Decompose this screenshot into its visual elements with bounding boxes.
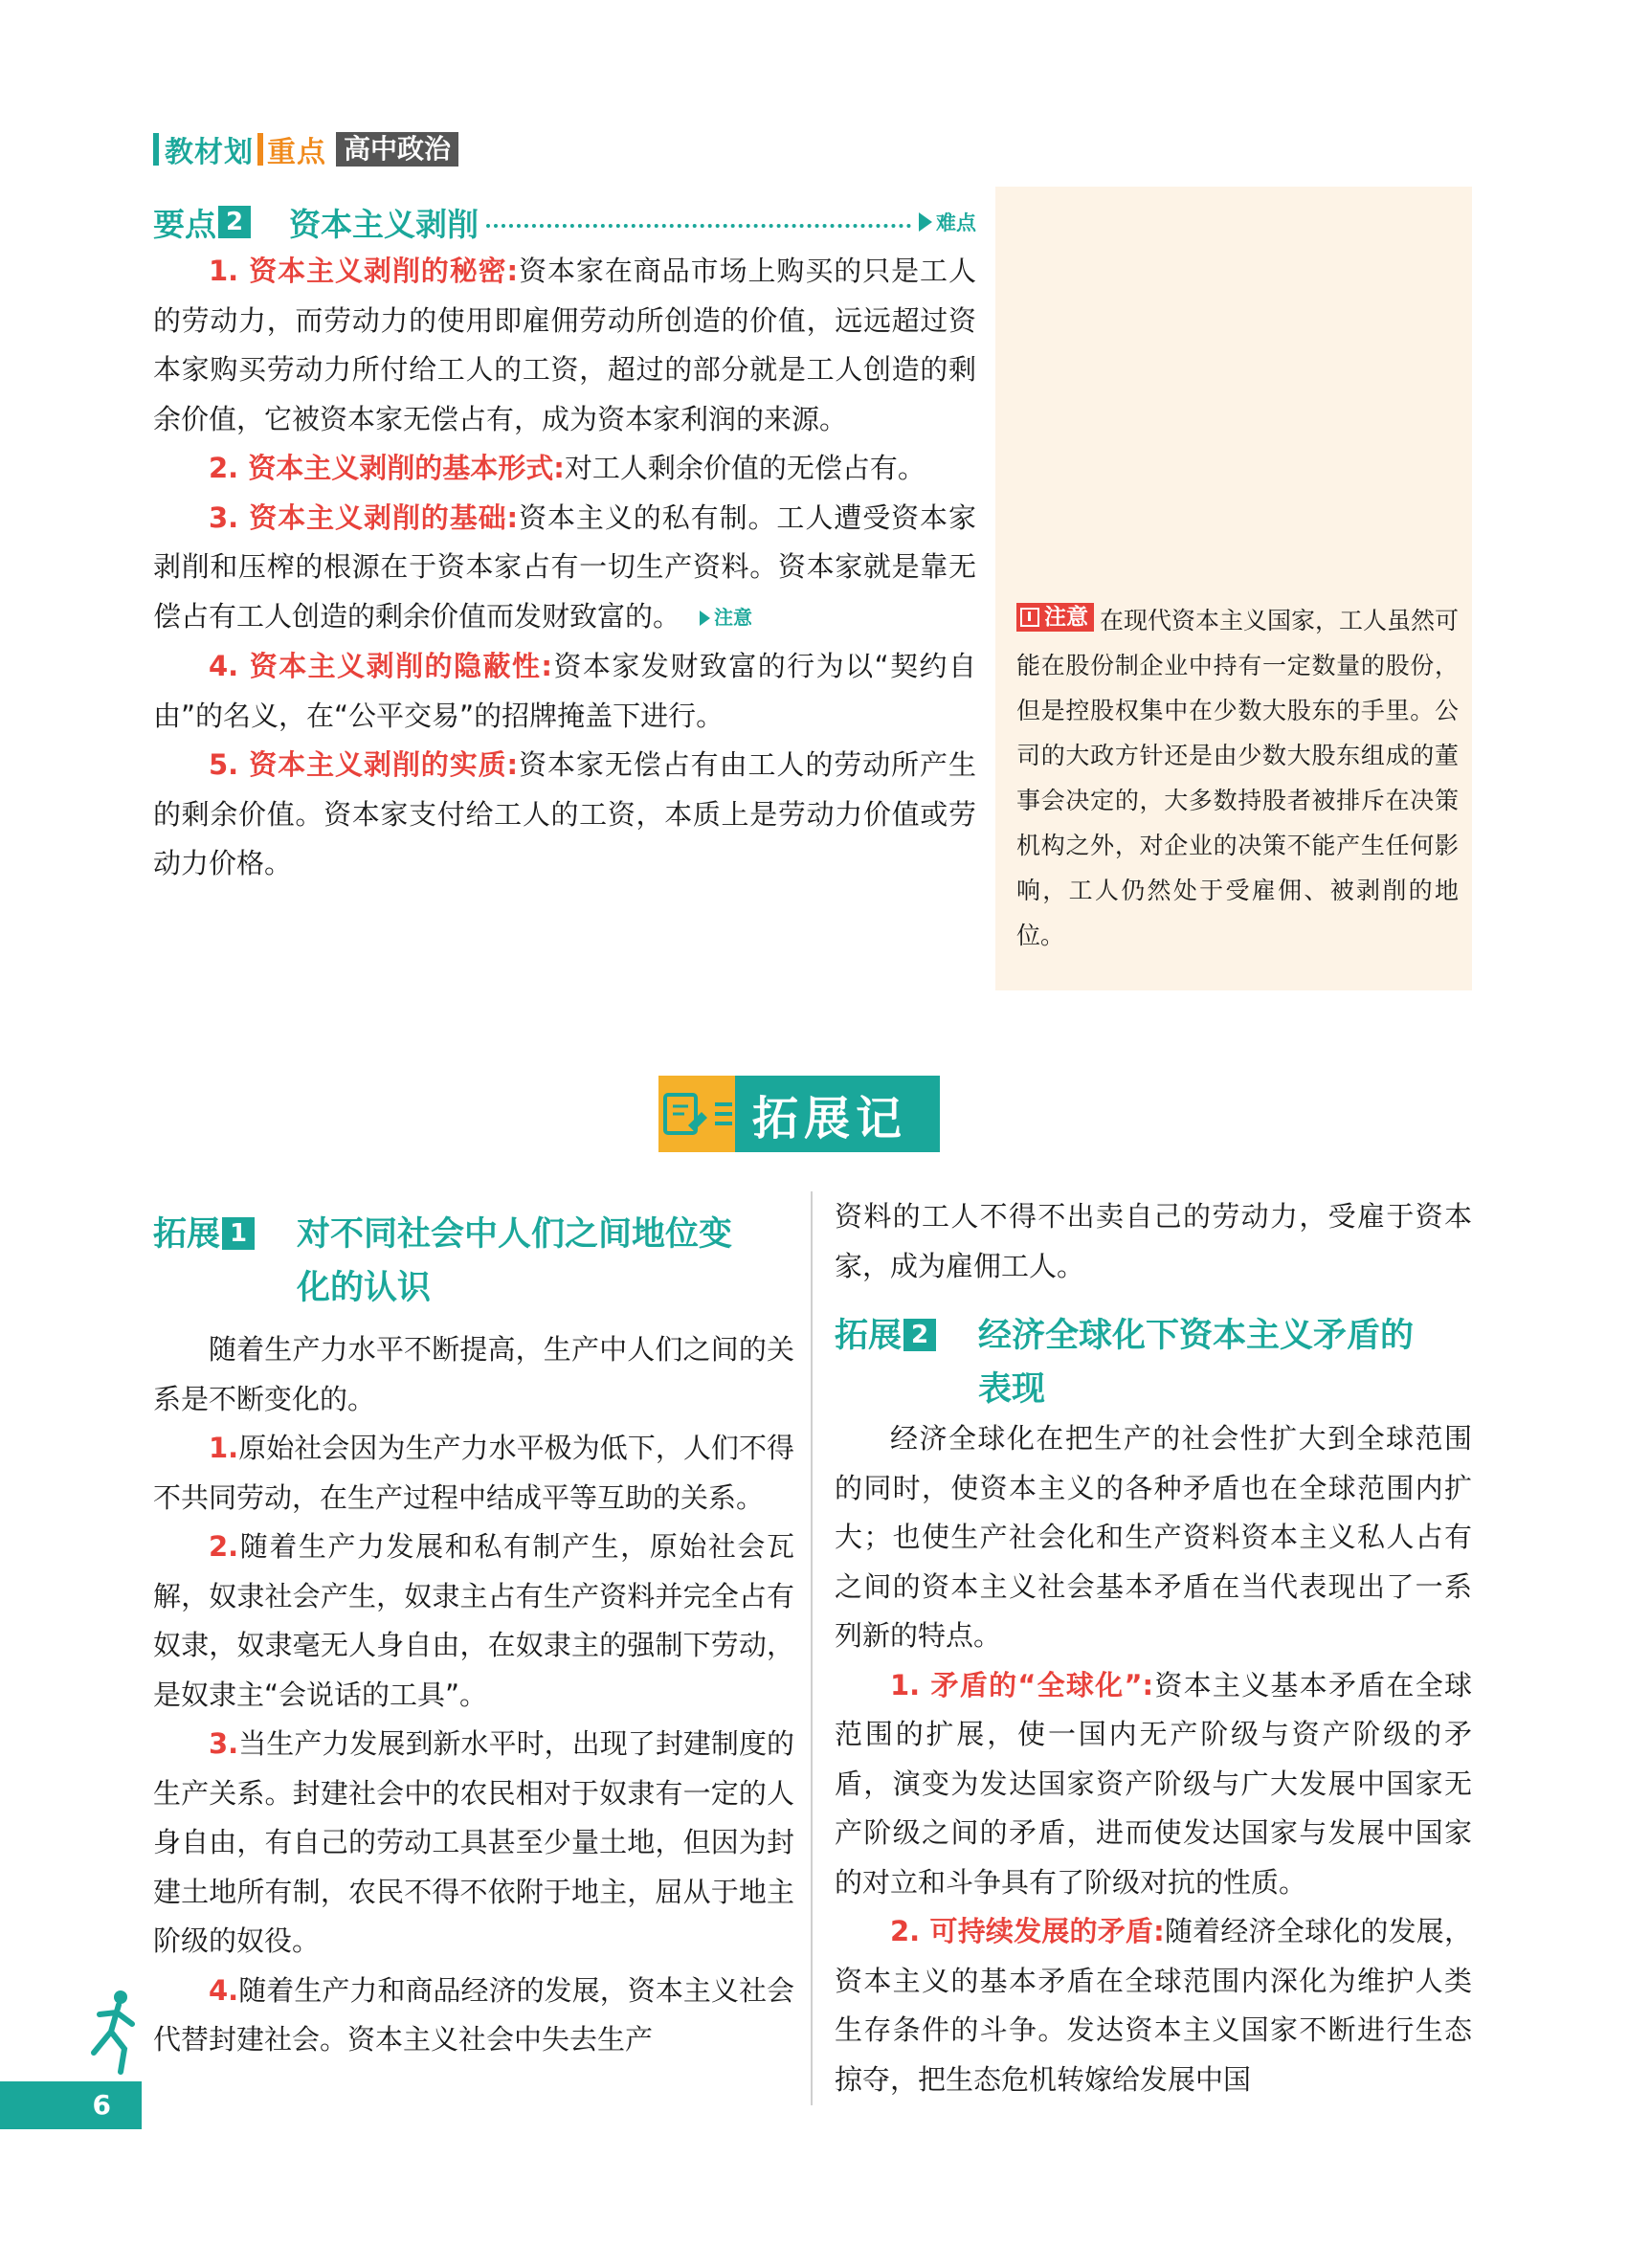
ext2-title-line2: 表现 [978, 1370, 1046, 1409]
ext1-intro: 随着生产力水平不断提高，生产中人们之间的关系是不断变化的。 [153, 1333, 794, 1415]
point2-item-1 [153, 247, 976, 444]
ext2-heading [835, 1309, 1472, 1416]
point2-label: 要点 [153, 205, 216, 243]
ext1-item-3-text: 当生产力发展到新水平时，出现了封建制度的生产关系。封建社会中的农民相对于奴隶有一定的人身自由，有自己的劳动工具甚至少量土地，但因为封建土地所有制，农民不得不依附于地主，屈从于地主阶级的奴役。 [153, 1727, 794, 1957]
ext1-item-2 [153, 1523, 794, 1720]
ext1-title-line2: 化的认识 [297, 1269, 432, 1307]
ext1-item-3-num: 3. [209, 1727, 239, 1760]
ext1-title-line1: 对不同社会中人们之间地位变 [297, 1215, 733, 1254]
point2-difficulty-tag: 难点 [936, 211, 976, 234]
point2-title: 资本主义剥削 [289, 205, 479, 243]
ext2-item-2 [835, 1907, 1472, 2104]
ext1-continuation [835, 1192, 1472, 1291]
point2-item-3-attention-tag [700, 593, 752, 643]
page-number: 6 [92, 2089, 111, 2121]
point2-item-2-text: 对工人剩余价值的无偿占有。 [564, 452, 926, 484]
ext1-heading-row [153, 1208, 794, 1315]
point2-item-4 [153, 642, 976, 741]
ext1-item-1 [153, 1424, 794, 1523]
point2-item-4-text: 资本家发财致富的行为以“契约自由”的名义，在“公平交易”的招牌掩盖下进行。 [153, 650, 976, 732]
lines-icon [713, 1087, 734, 1141]
header-brand-part1: 教材划 [165, 136, 254, 169]
point2-item-2-key: 2. 资本主义剥削的基本形式: [209, 452, 565, 484]
point2-item-5-key: 5. 资本主义剥削的实质: [209, 748, 519, 782]
ext1-label-wrap [153, 1208, 297, 1315]
attention-badge-label: 注意 [1044, 604, 1088, 630]
attention-icon [1020, 608, 1039, 627]
ext2-item-2-key: 2. 可持续发展的矛盾: [890, 1915, 1165, 1947]
point2-item-3-key: 3. 资本主义剥削的基础: [209, 500, 519, 534]
attention-arrow-icon [700, 611, 710, 626]
point2-number: 2 [218, 206, 251, 238]
point2-heading [153, 199, 976, 245]
ext2-item-1-key: 1. 矛盾的“全球化”: [890, 1668, 1154, 1701]
ext1-item-1-num: 1. [209, 1432, 239, 1464]
point2-item-5 [153, 741, 976, 889]
header-brand-separator [257, 133, 263, 166]
ext1-label: 拓展 [153, 1215, 221, 1254]
ext2-number: 2 [903, 1319, 936, 1351]
ext1-item-4 [153, 1967, 794, 2065]
ext1-item-2-num: 2. [209, 1530, 239, 1563]
point2-body [153, 247, 976, 889]
point2-item-1-text: 资本家在商品市场上购买的只是工人的劳动力，而劳动力的使用即雇佣劳动所创造的价值，远远超过资本家购买劳动力所付给工人的工资，超过的部分就是工人创造的剩余价值，它被资本家无偿占有，成为资本家利润的来源。 [153, 255, 976, 435]
ext1-item-1-text: 原始社会因为生产力水平极为低下，人们不得不共同劳动，在生产过程中结成平等互助的关系。 [153, 1432, 794, 1514]
ext1-item-3 [153, 1720, 794, 1967]
header-accent-bar [153, 133, 159, 166]
point2-item-4-key: 4. 资本主义剥削的隐蔽性: [209, 650, 552, 683]
ext1-item-4-num: 4. [209, 1973, 239, 2007]
extension-banner-title: 拓展记 [735, 1076, 940, 1152]
header-brand-part2: 重点 [267, 136, 326, 169]
ext2-label-wrap [835, 1309, 978, 1416]
point2-item-3 [153, 494, 976, 643]
point2-leader-dots [486, 224, 911, 228]
ext2-item-2-text: 随着经济全球化的发展，资本主义的基本矛盾在全球范围内深化为维护人类生存条件的斗争。发达资本主义国家不断进行生态掠夺，把生态危机转嫁给发展中国 [835, 1915, 1472, 2096]
ext1-title [297, 1208, 732, 1315]
ext1-item-2-text: 随着生产力发展和私有制产生，原始社会瓦解，奴隶社会产生，奴隶主占有生产资料并完全占有奴隶，奴隶毫无人身自由，在奴隶主的强制下劳动，是奴隶主“会说话的工具”。 [153, 1530, 794, 1711]
point2-item-2 [153, 444, 976, 494]
point2-tag-arrow-icon [919, 212, 932, 232]
ext1-item-4-text: 随着生产力和商品经济的发展，资本主义社会代替封建社会。资本主义社会中失去生产 [153, 1973, 794, 2056]
ext2-item-1-text: 资本主义基本矛盾在全球范围的扩展，使一国内无产阶级与资产阶级的矛盾，演变为发达国家资产阶级与广大发展中国家无产阶级之间的矛盾，进而使发达国家与发展中国家的对立和斗争具有了阶级对抗的性质。 [835, 1668, 1472, 1899]
ext2-item-1 [835, 1661, 1472, 1908]
column-divider [811, 1191, 813, 2105]
notebook-icon-svg [659, 1087, 713, 1141]
notebook-icon [658, 1076, 735, 1152]
page-number-tab [0, 2081, 142, 2129]
attention-badge [1016, 603, 1094, 632]
runner-figure-icon [82, 1986, 149, 2077]
point2-item-5-text: 资本家无偿占有由工人的劳动所产生的剩余价值。资本家支付给工人的工资，本质上是劳动力价值或劳动力价格。 [153, 748, 976, 880]
ext2-title-line1: 经济全球化下资本主义矛盾的 [978, 1317, 1415, 1355]
extension-banner [658, 1076, 940, 1152]
point2-item-3-tag-label: 注意 [714, 605, 753, 629]
ext1-continuation-text: 资料的工人不得不出卖自己的劳动力，受雇于资本家，成为雇佣工人。 [835, 1200, 1472, 1282]
ext1-body [153, 1325, 794, 2065]
point2-item-3-text: 资本主义的私有制。工人遭受资本家剥削和压榨的根源在于资本家占有一切生产资料。资本家就是靠无偿占有工人创造的剩余价值而发财致富的。 [153, 500, 976, 633]
point2-item-1-key: 1. 资本主义剥削的秘密: [209, 255, 519, 287]
ext2-heading-row [835, 1309, 1472, 1416]
ext1-number: 1 [222, 1217, 255, 1250]
attention-note [1016, 598, 1459, 958]
attention-note-text: 在现代资本主义国家，工人虽然可能在股份制企业中持有一定数量的股份，但是控股权集中在少数大股东的手里。公司的大政方针还是由少数大股东组成的董事会决定的，大多数持股者被排斥在决策机构之外，对企业的决策不能产生任何影响，工人仍然处于受雇佣、被剥削的地位。 [1016, 607, 1460, 949]
ext2-title [978, 1309, 1414, 1416]
header-subject: 高中政治 [336, 132, 458, 167]
ext2-label: 拓展 [835, 1317, 903, 1355]
page-header [153, 130, 458, 168]
ext2-intro: 经济全球化在把生产的社会性扩大到全球范围的同时，使资本主义的各种矛盾也在全球范围内扩大；也使生产社会化和生产资料资本主义私人占有之间的资本主义社会基本矛盾在当代表现出了一系列新的特点。 [835, 1422, 1472, 1652]
ext1-heading [153, 1208, 794, 1315]
ext2-body [835, 1414, 1472, 2104]
